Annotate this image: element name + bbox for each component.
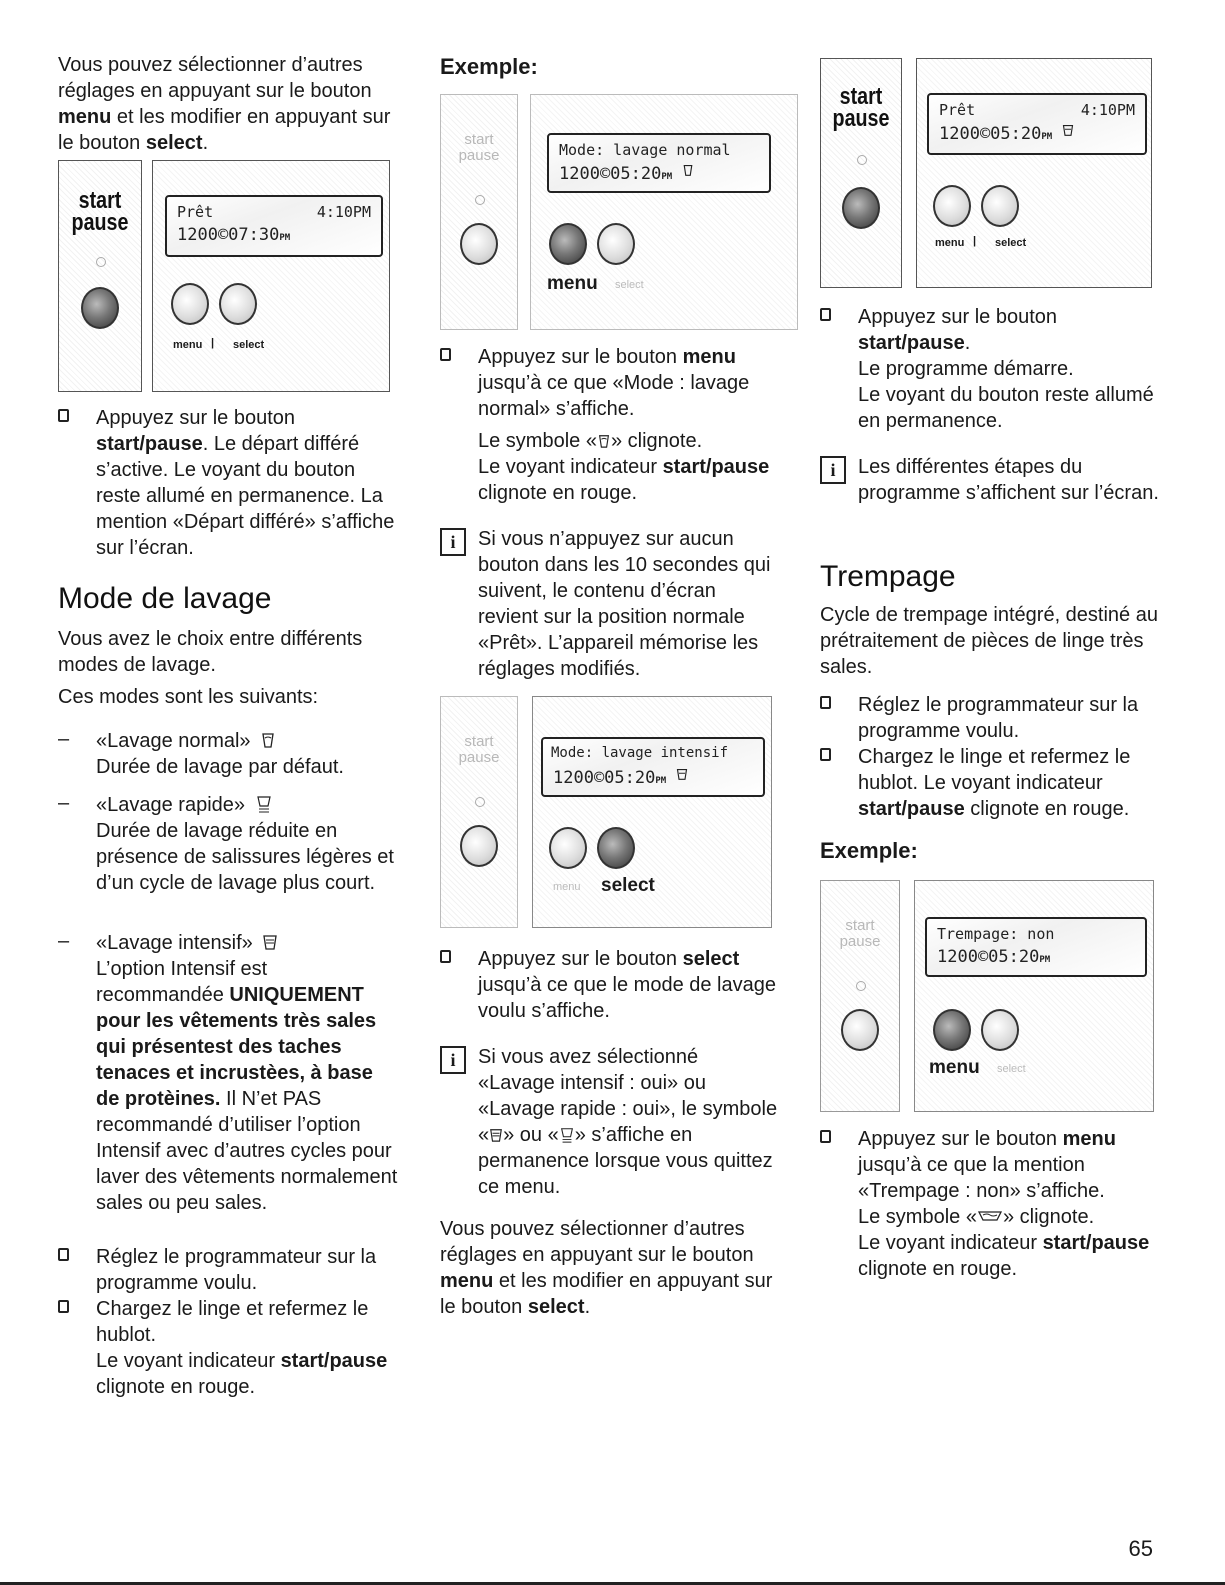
control-panel-illustration-ready	[820, 58, 1152, 288]
label-separator: |	[211, 337, 215, 349]
indicator-led	[475, 797, 485, 807]
intro-paragraph: Vous pouvez sélectionner d’autres réglages en appuyant sur le bouton menu et les modifier en appuyant sur le bouton select.	[58, 54, 391, 154]
menu-label: menu	[173, 339, 203, 351]
start-pause-box	[58, 160, 142, 392]
mode-rapide: – «Lavage rapide» Durée de lavage réduite en présence de salissures légères et d’un cycle de lavage plus court.	[58, 792, 394, 894]
checkbox-icon	[820, 696, 831, 709]
lcd-display	[547, 133, 771, 193]
quick-wash-icon	[559, 1126, 575, 1144]
checkbox-icon	[820, 1130, 831, 1143]
heading-trempage: Trempage	[820, 560, 956, 593]
display-box	[532, 696, 772, 928]
heading-mode-de-lavage: Mode de lavage	[58, 582, 272, 615]
lcd-time: 4:10PM	[316, 203, 371, 221]
select-label: select	[233, 339, 265, 351]
outro-paragraph: Vous pouvez sélectionner d’autres réglages en appuyant sur le bouton menu et les modifier en appuyant sur le bouton select.	[440, 1218, 773, 1318]
indicator-led	[475, 195, 485, 205]
select-label: select	[995, 237, 1027, 249]
checkbox-icon	[58, 1248, 69, 1261]
checkbox-icon	[820, 308, 831, 321]
heading-exemple: Exemple:	[820, 838, 918, 863]
menu-knob	[549, 223, 587, 265]
lcd-display	[927, 93, 1147, 155]
control-panel-illustration-mode-normal	[440, 94, 798, 330]
soak-icon	[977, 1210, 1003, 1222]
lcd-line-2: 1200©05:20PM	[937, 947, 1051, 967]
checkbox-icon	[58, 409, 69, 422]
lcd-line-1: Mode: lavage intensif	[551, 745, 729, 761]
info-icon: i	[820, 456, 846, 484]
normal-wash-icon	[260, 731, 276, 749]
intensive-wash-icon	[676, 767, 688, 781]
menu-knob	[171, 283, 209, 325]
lcd-line-1: Mode: lavage normal	[559, 141, 731, 159]
start-label: start	[839, 83, 883, 110]
page-number: 65	[1128, 1536, 1153, 1561]
pause-label: pause	[832, 105, 890, 132]
start-pause-knob	[842, 187, 880, 229]
intensive-wash-icon	[1062, 123, 1074, 137]
step-select-mode: Appuyez sur le bouton select jusqu’à ce que le mode de lavage voulu s’affiche.	[440, 946, 780, 1024]
step-menu-mode: Appuyez sur le bouton menu jusqu’à ce que «Mode : lavage normal» s’affiche. Le symbole « » clignote. Le voyant indicateur start/pause clignote en rouge.	[440, 344, 780, 506]
intensive-wash-icon	[489, 1127, 503, 1143]
info-note-symbol: i Si vous avez sélectionné «Lavage intensif : oui» ou «Lavage rapide : oui», le symbole « » ou « » s’affiche en permanence lorsque vous quittez ce menu.	[440, 1044, 780, 1200]
step-charger-linge: Chargez le linge et refermez le hublot. Le voyant indicateur start/pause clignote en rouge.	[58, 1296, 398, 1400]
lcd-line-1: Prêt	[939, 101, 976, 119]
pause-label: pause	[458, 147, 500, 164]
indicator-led	[96, 257, 106, 267]
display-box	[152, 160, 390, 392]
mode-intensif: – «Lavage intensif» L’option Intensif est recommandée UNIQUEMENT pour les vêtements très sales qui présentest des taches tenaces et incrustèes, à base de protèines. Il N’et PAS recommandé d’utiliser l’option Intensif avec d’autres cycles pour laver des vêtements normalement sales ou peu sales.	[58, 930, 398, 1214]
select-knob	[981, 1009, 1019, 1051]
display-box	[916, 58, 1152, 288]
info-icon: i	[440, 528, 466, 556]
lcd-line-1: Trempage: non	[937, 925, 1055, 943]
quick-wash-icon	[255, 794, 273, 814]
start-pause-box	[440, 94, 518, 330]
step-charger-linge: Chargez le linge et refermez le hublot. Le voyant indicateur start/pause clignote en rouge.	[820, 744, 1160, 822]
normal-wash-icon	[597, 433, 611, 449]
indicator-led	[856, 981, 866, 991]
menu-knob	[549, 827, 587, 869]
select-label: select	[601, 875, 655, 896]
label-separator: |	[973, 235, 977, 247]
indicator-led	[857, 155, 867, 165]
lcd-time: 4:10PM	[1080, 101, 1135, 119]
lcd-line-2: 1200©05:20PM	[939, 123, 1074, 144]
start-pause-knob	[81, 287, 119, 329]
start-pause-knob	[841, 1009, 879, 1051]
select-label: select	[997, 1063, 1026, 1075]
select-knob	[597, 827, 635, 869]
start-label: start	[464, 733, 494, 750]
menu-knob	[933, 185, 971, 227]
normal-wash-icon	[682, 163, 694, 177]
menu-label: menu	[547, 273, 598, 294]
lcd-display	[925, 917, 1147, 977]
select-knob	[597, 223, 635, 265]
start-label: start	[845, 917, 875, 934]
start-pause-box	[820, 58, 902, 288]
modes-intro: Vous avez le choix entre différents modes de lavage.	[58, 628, 363, 676]
start-pause-knob	[460, 223, 498, 265]
step-menu-trempage: Appuyez sur le bouton menu jusqu’à ce que la mention «Trempage : non» s’affiche. Le symbole « » clignote. Le voyant indicateur start/pause clignote en rouge.	[820, 1126, 1160, 1282]
step-start-pause: Appuyez sur le bouton start/pause. Le départ différé s’active. Le voyant du bouton reste allumé en permanence. La mention «Départ différé» s’affiche sur l’écran.	[58, 405, 398, 561]
trempage-intro: Cycle de trempage intégré, destiné au prétraitement de pièces de linge très sales.	[820, 604, 1158, 678]
checkbox-icon	[440, 950, 451, 963]
lcd-line-1: Prêt	[177, 203, 214, 221]
display-box	[914, 880, 1154, 1112]
menu-label: menu	[929, 1057, 980, 1078]
lcd-display	[165, 195, 383, 257]
mode-normal: – «Lavage normal» Durée de lavage par défaut.	[58, 728, 344, 778]
pause-label: pause	[71, 209, 129, 236]
intensive-wash-icon	[262, 933, 278, 951]
info-note-steps: i Les différentes étapes du programme s’affichent sur l’écran.	[820, 454, 1160, 506]
control-panel-illustration-mode-intensif	[440, 696, 772, 928]
start-label: start	[78, 187, 122, 214]
control-panel-illustration-ready	[58, 160, 390, 392]
lcd-display	[541, 737, 765, 797]
info-icon: i	[440, 1046, 466, 1074]
info-note-timeout: i Si vous n’appuyez sur aucun bouton dans les 10 secondes qui suivent, le contenu d’écran revient sur la position normale «Prêt». L’appareil mémorise les réglages modifiés.	[440, 526, 780, 682]
checkbox-icon	[58, 1300, 69, 1313]
lcd-line-2: 1200©05:20PM	[553, 767, 688, 788]
select-label: select	[615, 279, 644, 291]
display-box	[530, 94, 798, 330]
step-programmateur: Réglez le programmateur sur la programme voulu.	[820, 692, 1160, 744]
lcd-line-2: 1200©07:30PM	[177, 225, 291, 245]
menu-knob	[933, 1009, 971, 1051]
checkbox-icon	[820, 748, 831, 761]
start-label: start	[464, 131, 494, 148]
pause-label: pause	[458, 749, 500, 766]
heading-exemple: Exemple:	[440, 54, 538, 79]
modes-list-intro: Ces modes sont les suivants:	[58, 686, 319, 708]
pause-label: pause	[839, 933, 881, 950]
select-knob	[981, 185, 1019, 227]
menu-label: menu	[935, 237, 965, 249]
control-panel-illustration-trempage	[820, 880, 1154, 1112]
step-start-programme: Appuyez sur le bouton start/pause. Le programme démarre. Le voyant du bouton reste allumé en permanence.	[820, 304, 1160, 434]
checkbox-icon	[440, 348, 451, 361]
menu-label: menu	[553, 881, 581, 893]
step-programmateur: Réglez le programmateur sur la programme voulu.	[58, 1244, 398, 1296]
start-pause-box	[440, 696, 518, 928]
lcd-line-2: 1200©05:20PM	[559, 163, 694, 184]
start-pause-box	[820, 880, 900, 1112]
select-knob	[219, 283, 257, 325]
start-pause-knob	[460, 825, 498, 867]
